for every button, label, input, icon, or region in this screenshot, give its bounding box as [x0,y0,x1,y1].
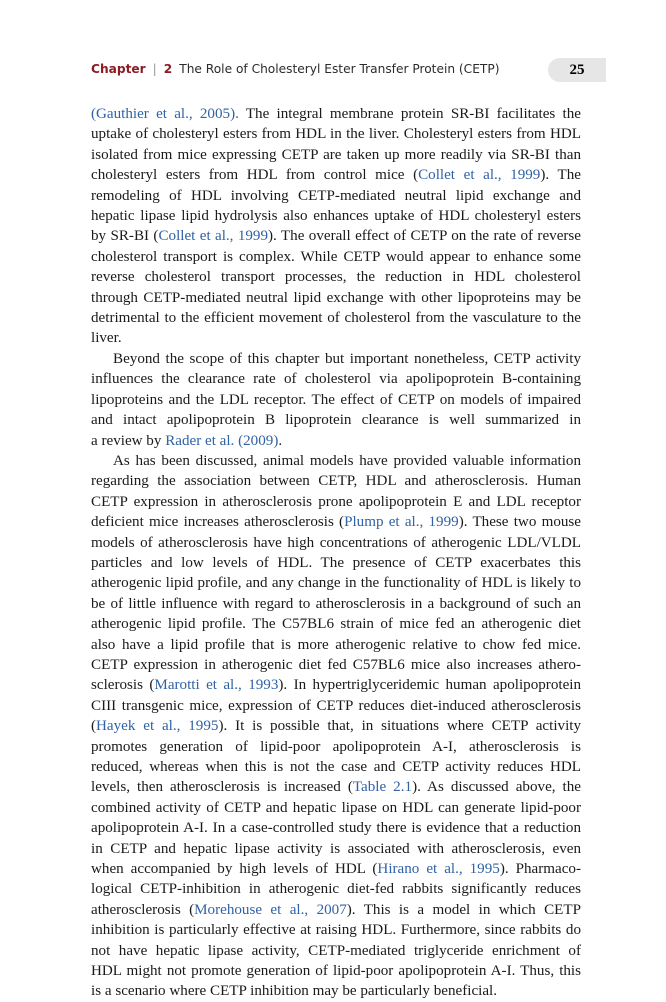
text-line: also have a lipid profile that is more atherogenic relative to chow fed mice. [91,636,581,653]
citation-link[interactable]: Morehouse et al., 2007 [194,901,347,918]
text-line: regarding the association between CETP, HDL and atherosclerosis. Human [91,473,581,490]
body-text [91,104,581,1002]
citation-link[interactable]: (Gauthier et al., 2005). [91,106,239,122]
text-line: through CETP-mediated neutral lipid exchange with other lipoproteins may be [91,289,581,306]
text-line: a review by Rader et al. (2009). [91,432,283,449]
text-line: influences the clearance rate of cholesterol via apolipoprotein B-containing [91,371,581,388]
header-separator: | [152,62,157,76]
text-line: hepatic lipase lipid hydrolysis also enhances uptake of HDL cholesteryl esters [91,208,581,225]
text-line: reverse cholesterol transport processes, the reduction in HDL cholesterol [91,269,581,286]
text-line: lipoproteins and the LDL receptor. The effect of CETP on models of impaired [91,391,581,408]
text-line: deficient mice increases atherosclerosis (Plump et al., 1999). These two mouse [91,514,581,531]
page-number-badge: 25 [548,58,606,82]
text-line: is a scenario where CETP inhibition may be particularly beneficial. [91,983,497,1000]
citation-link[interactable]: Marotti et al., 1993 [154,677,279,694]
text-line: uptake of cholesteryl esters from HDL in the liver. Cholesteryl esters from HDL [91,126,581,143]
text-line: detrimental to the efficient movement of cholesterol from the vasculature to the [91,310,581,327]
running-header [91,58,606,82]
text-line: remodeling of HDL involving CETP-mediated neutral lipid exchange and [91,187,581,204]
text-line: be of little influence with regard to atherosclerosis in a background of such an [91,595,581,612]
text-line: (Gauthier et al., 2005). The integral membrane protein SR-BI facilitates the [91,106,581,122]
text-line: As has been discussed, animal models have provided valuable information [113,452,581,469]
text-line: Beyond the scope of this chapter but important nonetheless, CETP activity [113,350,581,367]
text-line: atherogenic lipid profile. The C57BL6 strain of mice fed an atherogenic diet [91,616,581,633]
text-line: models of atherosclerosis have high concentrations of atherogenic LDL/VLDL [91,534,581,551]
text-line: and intact apolipoprotein B lipoprotein clearance is well summarized in [91,412,581,429]
text-line: logical CETP-inhibition in atherogenic diet-fed rabbits significantly reduces [91,881,581,898]
text-line: CETP expression in atherosclerosis prone apolipoprotein E and LDL receptor [91,493,581,510]
text-line: in CETP and hepatic lipase activity is associated with atherosclerosis, even [91,840,581,857]
text-line: (Hayek et al., 1995). It is possible that, in situations where CETP activity [91,718,582,735]
citation-link[interactable]: Collet et al., 1999 [158,228,269,245]
text-line: atherosclerosis (Morehouse et al., 2007). This is a model in which CETP [91,901,581,918]
text-line: CETP expression in atherogenic diet fed C57BL6 mice also increases athero- [91,656,581,673]
text-line: by SR-BI (Collet et al., 1999). The overall effect of CETP on the rate of reverse [91,228,581,245]
text-line: when accompanied by high levels of HDL (Hirano et al., 1995). Pharmaco- [91,861,581,878]
chapter-label: Chapter [91,62,146,76]
citation-link[interactable]: Hirano et al., 1995 [377,861,500,878]
citation-link[interactable]: Collet et al., 1999 [418,167,541,184]
text-line: atherogenic lipid profile, and any change in the functionality of HDL is likely to [91,575,581,592]
chapter-title: The Role of Cholesteryl Ester Transfer Protein (CETP) [179,62,500,76]
text-line: particles and low levels of HDL. The presence of CETP exacerbates this [91,554,581,571]
text-line: inhibition is particularly effective at raising HDL. Furthermore, since rabbits do [91,922,581,939]
text-line: levels, then atherosclerosis is increased (Table 2.1). As discussed above, the [91,779,581,796]
citation-link[interactable]: Plump et al., 1999 [344,514,459,531]
text-line: HDL might not promote generation of lipid-poor apolipoprotein A-I. Thus, this [91,963,581,980]
text-line: promotes generation of lipid-poor apolipoprotein A-I, atherosclerosis is [91,738,581,755]
text-line: reduced, whereas when this is not the case and CETP activity reduces HDL [91,759,581,775]
text-line: liver. [91,330,122,347]
text-line: CIII transgenic mice, expression of CETP reduces diet-induced atherosclerosis [91,697,581,714]
text-line: combined activity of CETP and hepatic lipase on HDL can generate lipid-poor [91,799,581,816]
header-title-group [91,62,499,76]
text-line: sclerosis (Marotti et al., 1993). In hypertriglyceridemic human apolipoprotein [91,677,582,694]
text-line: not have hepatic lipase activity, CETP-mediated triglyceride enrichment of [91,942,581,959]
text-line: cholesteryl esters from HDL from control mice (Collet et al., 1999). The [91,167,581,184]
citation-link[interactable]: Hayek et al., 1995 [96,718,219,735]
citation-link[interactable]: Table 2.1 [352,779,413,796]
text-line: apolipoprotein A-I. In a case-controlled study there is evidence that a reduction [91,820,581,837]
text-line: isolated from mice expressing CETP are taken up more readily via SR-BI than [91,146,581,163]
text-line: cholesterol transport is complex. While CETP would appear to enhance some [91,248,581,265]
citation-link[interactable]: Rader et al. (2009) [165,432,279,449]
chapter-number: 2 [163,62,173,76]
